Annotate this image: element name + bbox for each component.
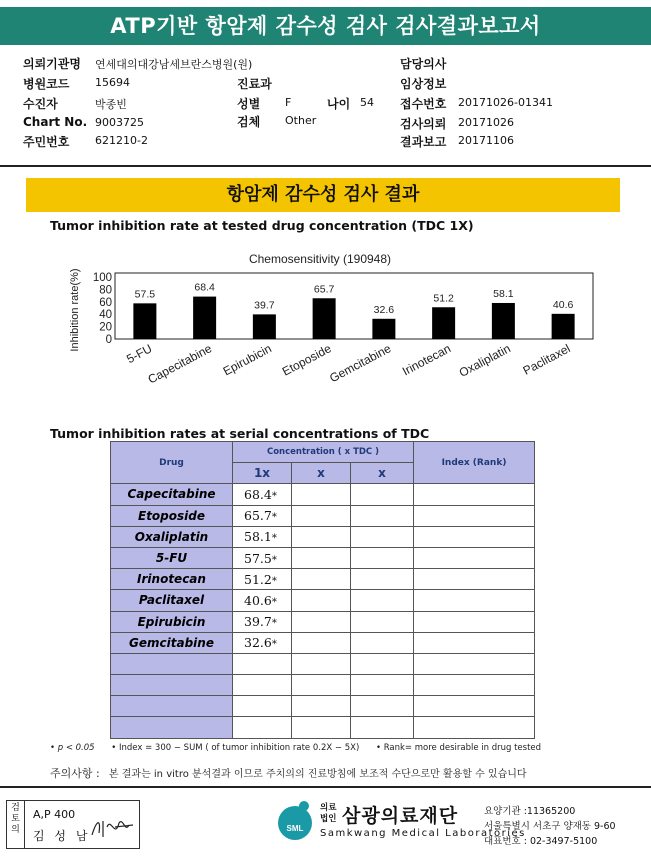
drug-name-empty (111, 675, 233, 696)
table-row (111, 569, 535, 590)
drug-name: 5-FU (111, 547, 233, 568)
bar-value-label: 51.2 (433, 292, 454, 305)
value-1x (233, 590, 292, 611)
cell-empty (351, 717, 414, 738)
value-1x (233, 547, 292, 568)
drug-name-empty (111, 696, 233, 717)
table-row (111, 526, 535, 547)
x-tick-label: Gemcitabine (327, 341, 394, 386)
cell-empty (233, 675, 292, 696)
patient-info (0, 50, 651, 150)
sml-logo-text: SML (286, 824, 304, 833)
footnote-rank: Rank= more desirable in drug tested (383, 743, 542, 753)
table-row (111, 590, 535, 611)
value-x-2 (292, 484, 351, 505)
report-date-label: 결과보고 (400, 135, 447, 149)
footnote-p: p < 0.05 (57, 743, 95, 753)
value-x-3 (351, 484, 414, 505)
id-label: 주민번호 (23, 135, 70, 149)
value-number: 65.7 (244, 508, 272, 524)
x-tick-label: Etoposide (279, 341, 334, 379)
reviewer-side-label (7, 801, 25, 848)
receiver-label: 수진자 (23, 97, 58, 111)
significance-star: * (271, 596, 277, 608)
bar-value-label: 57.5 (134, 288, 156, 301)
chart-title: Chemosensitivity (190948) (248, 252, 392, 266)
index-rank (414, 632, 535, 653)
value-x-2 (292, 569, 351, 590)
bar (552, 314, 575, 339)
header-x-2: x (292, 463, 351, 484)
header-index-rank: Index (Rank) (414, 442, 535, 484)
sex-value: F (285, 96, 292, 109)
value-1x (233, 569, 292, 590)
value-x-3 (351, 505, 414, 526)
bar-value-label: 58.1 (493, 287, 514, 300)
value-number: 40.6 (244, 592, 272, 608)
x-tick-label: Capecitabine (145, 341, 215, 387)
value-x-2 (292, 632, 351, 653)
footnote-bullet-3: • (375, 743, 381, 753)
significance-star: * (271, 554, 277, 566)
bar-value-label: 40.6 (552, 298, 574, 311)
index-rank (414, 526, 535, 547)
y-tick-label: 20 (99, 321, 112, 334)
value-x-3 (351, 547, 414, 568)
institution-label: 의뢰기관명 (23, 57, 81, 71)
drug-name: Paclitaxel (111, 590, 233, 611)
table-row-empty (111, 717, 535, 738)
age-label: 나이 (327, 97, 351, 111)
x-tick-label: Oxaliplatin (456, 341, 513, 380)
significance-star: * (271, 533, 277, 545)
bar (313, 298, 336, 339)
signature-image (89, 813, 135, 843)
plot-frame (115, 273, 593, 339)
value-x-3 (351, 526, 414, 547)
drug-name: Epirubicin (111, 611, 233, 632)
lab-prefix-1: 의료 (320, 803, 337, 813)
footnote-bullet-1: • (50, 743, 56, 753)
sml-logo (272, 798, 318, 848)
bar (432, 307, 455, 339)
x-tick-label: Irinotecan (399, 341, 454, 379)
reviewer-name: 김 성 남 (33, 829, 91, 843)
significance-star: * (271, 575, 277, 587)
header-concentration: Concentration ( x TDC ) (233, 442, 414, 463)
age-value: 54 (360, 96, 374, 109)
value-x-3 (351, 611, 414, 632)
index-rank (414, 484, 535, 505)
lab-address: 서울특별시 서초구 양재동 9-60 (484, 821, 616, 832)
inhibition-table (110, 441, 535, 739)
significance-star: * (271, 618, 277, 630)
divider-bottom (0, 786, 651, 788)
drug-name-empty (111, 717, 233, 738)
reviewer-box (6, 800, 140, 849)
hospital-code-value: 15694 (95, 76, 130, 89)
value-x-2 (292, 547, 351, 568)
y-tick-label: 100 (92, 272, 112, 284)
y-tick-label: 0 (105, 334, 112, 346)
table-row (111, 505, 535, 526)
x-tick-label: Paclitaxel (520, 341, 573, 378)
cell-empty (351, 653, 414, 674)
chemosensitivity-chart (40, 240, 600, 418)
request-label: 검사의뢰 (400, 117, 447, 131)
divider-top (0, 165, 651, 167)
notice-label: 주의사항 : (50, 767, 100, 780)
report-title: ATP기반 항암제 감수성 검사 검사결과보고서 (0, 7, 651, 45)
lab-name: 삼광의료재단 (342, 805, 459, 827)
request-value: 20171026 (458, 116, 514, 129)
cell-empty (414, 717, 535, 738)
value-1x (233, 632, 292, 653)
section-title: 항암제 감수성 검사 결과 (26, 178, 620, 212)
value-1x (233, 505, 292, 526)
receipt-label: 접수번호 (400, 97, 447, 111)
significance-star: * (271, 490, 277, 502)
x-tick-label: Epirubicin (220, 341, 274, 379)
bar-value-label: 68.4 (194, 281, 215, 294)
value-x-2 (292, 590, 351, 611)
value-x-2 (292, 526, 351, 547)
drug-name-empty (111, 653, 233, 674)
cell-empty (292, 653, 351, 674)
sex-label: 성별 (237, 97, 261, 111)
bar (193, 297, 216, 339)
drug-name: Irinotecan (111, 569, 233, 590)
y-axis-label: Inhibition rate(%) (69, 268, 81, 352)
bar-value-label: 32.6 (373, 303, 395, 316)
chart-heading: Tumor inhibition rate at tested drug concentration (TDC 1X) (50, 218, 474, 233)
cell-empty (351, 675, 414, 696)
lab-english-name: Samkwang Medical Laboratories (320, 828, 526, 839)
header-drug: Drug (111, 442, 233, 484)
y-tick-label: 40 (99, 309, 112, 322)
value-1x (233, 484, 292, 505)
specimen-value: Other (285, 114, 317, 127)
clinical-label: 임상정보 (400, 77, 447, 91)
drug-name: Oxaliplatin (111, 526, 233, 547)
table-row (111, 632, 535, 653)
value-number: 39.7 (244, 614, 272, 630)
lab-prefix-2: 법인 (320, 814, 337, 824)
y-tick-label: 80 (99, 284, 112, 297)
cell-empty (414, 696, 535, 717)
value-number: 51.2 (244, 571, 272, 587)
table-row-empty (111, 696, 535, 717)
cell-empty (292, 675, 351, 696)
drug-name: Gemcitabine (111, 632, 233, 653)
lab-phone: 대표번호 : 02-3497-5100 (484, 836, 598, 847)
index-rank (414, 505, 535, 526)
index-rank (414, 547, 535, 568)
table-body (111, 484, 535, 738)
report-date-value: 20171106 (458, 134, 514, 147)
value-1x (233, 611, 292, 632)
cell-empty (292, 717, 351, 738)
cell-empty (233, 653, 292, 674)
table-row-empty (111, 653, 535, 674)
chart-no-value: 9003725 (95, 116, 144, 129)
bar (372, 319, 395, 339)
significance-star: * (271, 639, 277, 651)
drug-name: Etoposide (111, 505, 233, 526)
bar-value-label: 39.7 (254, 299, 275, 312)
cell-empty (414, 653, 535, 674)
reviewer-model: A,P 400 (33, 808, 76, 821)
table-row (111, 484, 535, 505)
table-row-empty (111, 675, 535, 696)
value-number: 57.5 (244, 550, 272, 566)
notice-text: 본 결과는 in vitro 분석결과 이므로 주치의의 진료방침에 보조적 수단으로만 활용할 수 있습니다 (108, 769, 527, 780)
bar (253, 314, 276, 339)
index-rank (414, 590, 535, 611)
value-number: 68.4 (244, 486, 272, 502)
x-tick-label: 5-FU (124, 341, 155, 367)
index-rank (414, 569, 535, 590)
header-x-3: x (351, 463, 414, 484)
cell-empty (351, 696, 414, 717)
doctor-label: 담당의사 (400, 57, 447, 71)
value-x-3 (351, 632, 414, 653)
id-value: 621210-2 (95, 134, 148, 147)
header-1x: 1x (233, 463, 292, 484)
reviewer-side-text: 검 토 의 (11, 803, 20, 835)
footnote (50, 743, 541, 753)
bar (133, 303, 156, 339)
receiver-value: 박종빈 (95, 98, 127, 111)
y-tick-label: 60 (99, 296, 112, 309)
specimen-label: 검체 (237, 115, 261, 129)
value-x-3 (351, 590, 414, 611)
value-x-2 (292, 505, 351, 526)
value-x-2 (292, 611, 351, 632)
institution-value: 연세대의대강남세브란스병원(원) (95, 58, 253, 71)
table-row (111, 611, 535, 632)
value-x-3 (351, 569, 414, 590)
chart-no-label: Chart No. (23, 115, 88, 129)
significance-star: * (271, 512, 277, 524)
dept-label: 진료과 (237, 77, 272, 91)
cell-empty (292, 696, 351, 717)
hospital-code-label: 병원코드 (23, 77, 70, 91)
bar-value-label: 65.7 (313, 283, 335, 296)
cell-empty (233, 696, 292, 717)
table-row (111, 547, 535, 568)
lab-code: 요양기관 :11365200 (484, 806, 576, 817)
cell-empty (414, 675, 535, 696)
footnote-bullet-2: • (111, 743, 117, 753)
drug-name: Capecitabine (111, 484, 233, 505)
bar (492, 303, 515, 339)
index-rank (414, 611, 535, 632)
sml-logo-icon (272, 798, 318, 844)
table-heading: Tumor inhibition rates at serial concentrations of TDC (50, 426, 430, 441)
footnote-index: Index = 300 − SUM ( of tumor inhibition rate 0.2X − 5X) (119, 743, 360, 753)
receipt-value: 20171026-01341 (458, 96, 553, 109)
notice (50, 765, 527, 781)
value-1x (233, 526, 292, 547)
cell-empty (233, 717, 292, 738)
value-number: 32.6 (244, 635, 272, 651)
value-number: 58.1 (244, 529, 272, 545)
